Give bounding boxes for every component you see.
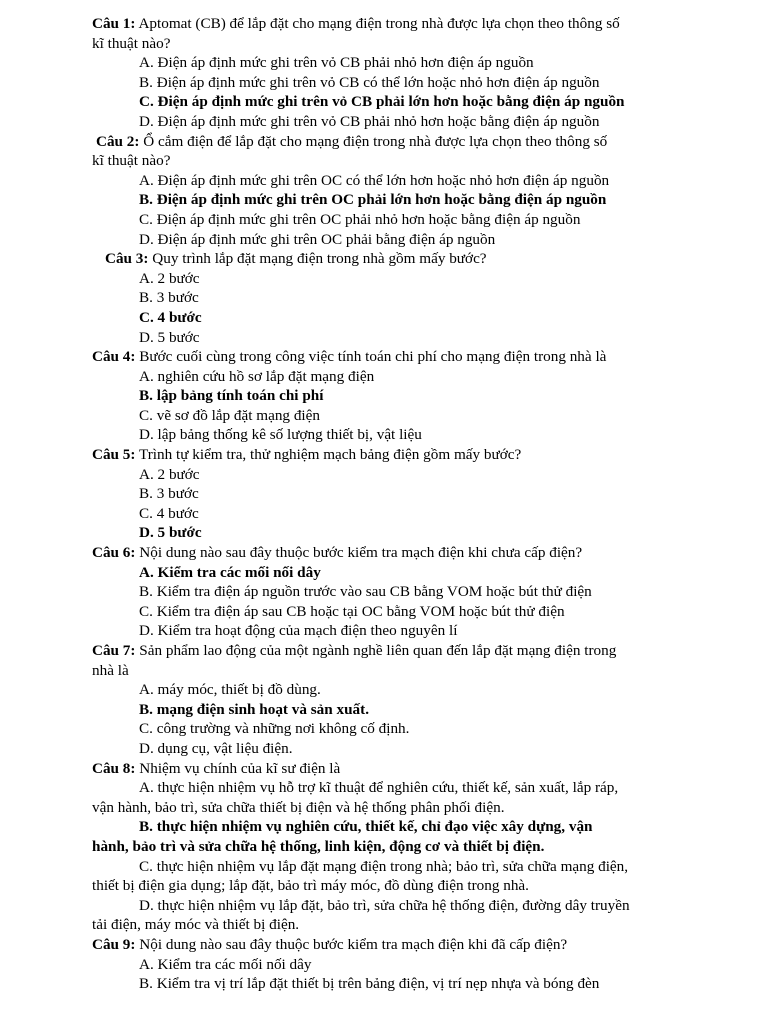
option-c: C. 4 bước [139,308,202,326]
option-d: D. Điện áp định mức ghi trên vỏ CB phải nhỏ hơn hoặc bằng điện áp nguồn [139,112,600,130]
option-a-cont: vận hành, bảo trì, sửa chữa thiết bị điện và hệ thống phân phối điện. [92,798,505,816]
option-b: B. 3 bước [139,289,199,307]
question-number: Câu 4: [92,348,136,366]
question-number: Câu 3: [105,250,149,268]
option-d-cont: tải điện, máy móc và thiết bị điện. [92,916,300,934]
document-body [92,14,732,994]
question-1 [92,14,732,132]
question-text: Trình tự kiểm tra, thử nghiệm mạch bảng điện gồm mấy bước? [139,446,522,464]
option-a: A. Kiểm tra các mối nối dây [139,563,321,581]
option-b-cont: hành, bảo trì và sửa chữa hệ thống, linh kiện, động cơ và thiết bị điện. [92,837,545,855]
option-b: B. mạng điện sinh hoạt và sản xuất. [139,700,369,718]
option-a: A. thực hiện nhiệm vụ hỗ trợ kĩ thuật để nghiên cứu, thiết kế, sản xuất, lắp ráp, [139,779,619,797]
question-5 [92,445,732,543]
option-d: D. 5 bước [139,524,202,542]
option-a: A. 2 bước [139,269,200,287]
question-6 [92,543,732,641]
option-a: A. nghiên cứu hồ sơ lắp đặt mạng điện [139,367,375,385]
question-number: Câu 5: [92,446,136,464]
option-c: C. vẽ sơ đồ lắp đặt mạng điện [139,406,320,424]
question-text: Sản phẩm lao động của một ngành nghề liên quan đến lắp đặt mạng điện trong [139,642,617,659]
option-c: C. thực hiện nhiệm vụ lắp đặt mạng điện trong nhà; bảo trì, sửa chữa mạng điện, [139,857,629,875]
option-b: B. lập bảng tính toán chi phí [139,387,324,405]
question-number: Câu 1: [92,15,136,32]
option-c: C. Kiểm tra điện áp sau CB hoặc tại OC bằng VOM hoặc bút thử điện [139,602,565,620]
option-d: D. dụng cụ, vật liệu điện. [139,739,293,757]
question-7 [92,641,732,759]
question-text: Quy trình lắp đặt mạng điện trong nhà gồm mấy bước? [152,250,487,268]
question-4 [92,347,732,445]
question-text: Nhiệm vụ chính của kĩ sư điện là [139,759,341,777]
option-d: D. Kiểm tra hoạt động của mạch điện theo nguyên lí [139,622,458,640]
option-d: D. 5 bước [139,328,200,346]
question-number: Câu 8: [92,759,136,777]
option-a: A. Điện áp định mức ghi trên OC có thể lớn hơn hoặc nhỏ hơn điện áp nguồn [139,171,610,189]
option-b: B. thực hiện nhiệm vụ nghiên cứu, thiết kế, chỉ đạo việc xây dựng, vận [139,818,593,836]
question-number: Câu 6: [92,544,136,562]
option-c: C. 4 bước [139,504,199,522]
question-text: Ổ cắm điện để lắp đặt cho mạng điện trong nhà được lựa chọn theo thông số [143,132,608,150]
question-number: Câu 2: [96,132,140,150]
question-text: Aptomat (CB) để lắp đặt cho mạng điện trong nhà được lựa chọn theo thông số [138,15,620,32]
option-c: C. công trường và những nơi không cố định. [139,720,410,738]
option-b: B. Điện áp định mức ghi trên vỏ CB có thể lớn hoặc nhỏ hơn điện áp nguồn [139,73,600,91]
option-c: C. Điện áp định mức ghi trên vỏ CB phải lớn hơn hoặc bằng điện áp nguồn [139,93,625,111]
option-b: B. Kiểm tra vị trí lắp đặt thiết bị trên bảng điện, vị trí nẹp nhựa và bóng đèn [139,975,600,993]
option-c-cont: thiết bị điện gia dụng; lắp đặt, bảo trì máy móc, đồ dùng điện trong nhà. [92,877,529,895]
option-b: B. Điện áp định mức ghi trên OC phải lớn hơn hoặc bằng điện áp nguồn [139,191,607,209]
option-c: C. Điện áp định mức ghi trên OC phải nhỏ hơn hoặc bằng điện áp nguồn [139,210,581,228]
option-d: D. lập bảng thống kê số lượng thiết bị, vật liệu [139,426,422,444]
option-a: A. Kiểm tra các mối nối dây [139,955,312,973]
option-a: A. máy móc, thiết bị đồ dùng. [139,681,321,699]
option-d: D. thực hiện nhiệm vụ lắp đặt, bảo trì, sửa chữa hệ thống điện, đường dây truyền [139,896,630,914]
option-d: D. Điện áp định mức ghi trên OC phải bằng điện áp nguồn [139,230,496,248]
option-a: A. Điện áp định mức ghi trên vỏ CB phải nhỏ hơn điện áp nguồn [139,54,534,72]
question-text-cont: nhà là [92,661,129,679]
question-text: Nội dung nào sau đây thuộc bước kiểm tra mạch điện khi đã cấp điện? [139,935,568,953]
question-9 [92,935,732,994]
question-8 [92,759,732,935]
option-b: B. Kiểm tra điện áp nguồn trước vào sau CB bằng VOM hoặc bút thử điện [139,583,592,601]
question-2 [92,132,732,250]
question-number: Câu 9: [92,935,136,953]
question-text: Bước cuối cùng trong công việc tính toán chi phí cho mạng điện trong nhà là [139,348,607,366]
question-text-cont: kĩ thuật nào? [92,34,171,52]
option-b: B. 3 bước [139,485,199,503]
question-text-cont: kĩ thuật nào? [92,152,171,170]
question-3 [92,249,732,347]
question-number: Câu 7: [92,642,136,659]
question-text: Nội dung nào sau đây thuộc bước kiểm tra mạch điện khi chưa cấp điện? [139,544,583,562]
option-a: A. 2 bước [139,465,200,483]
